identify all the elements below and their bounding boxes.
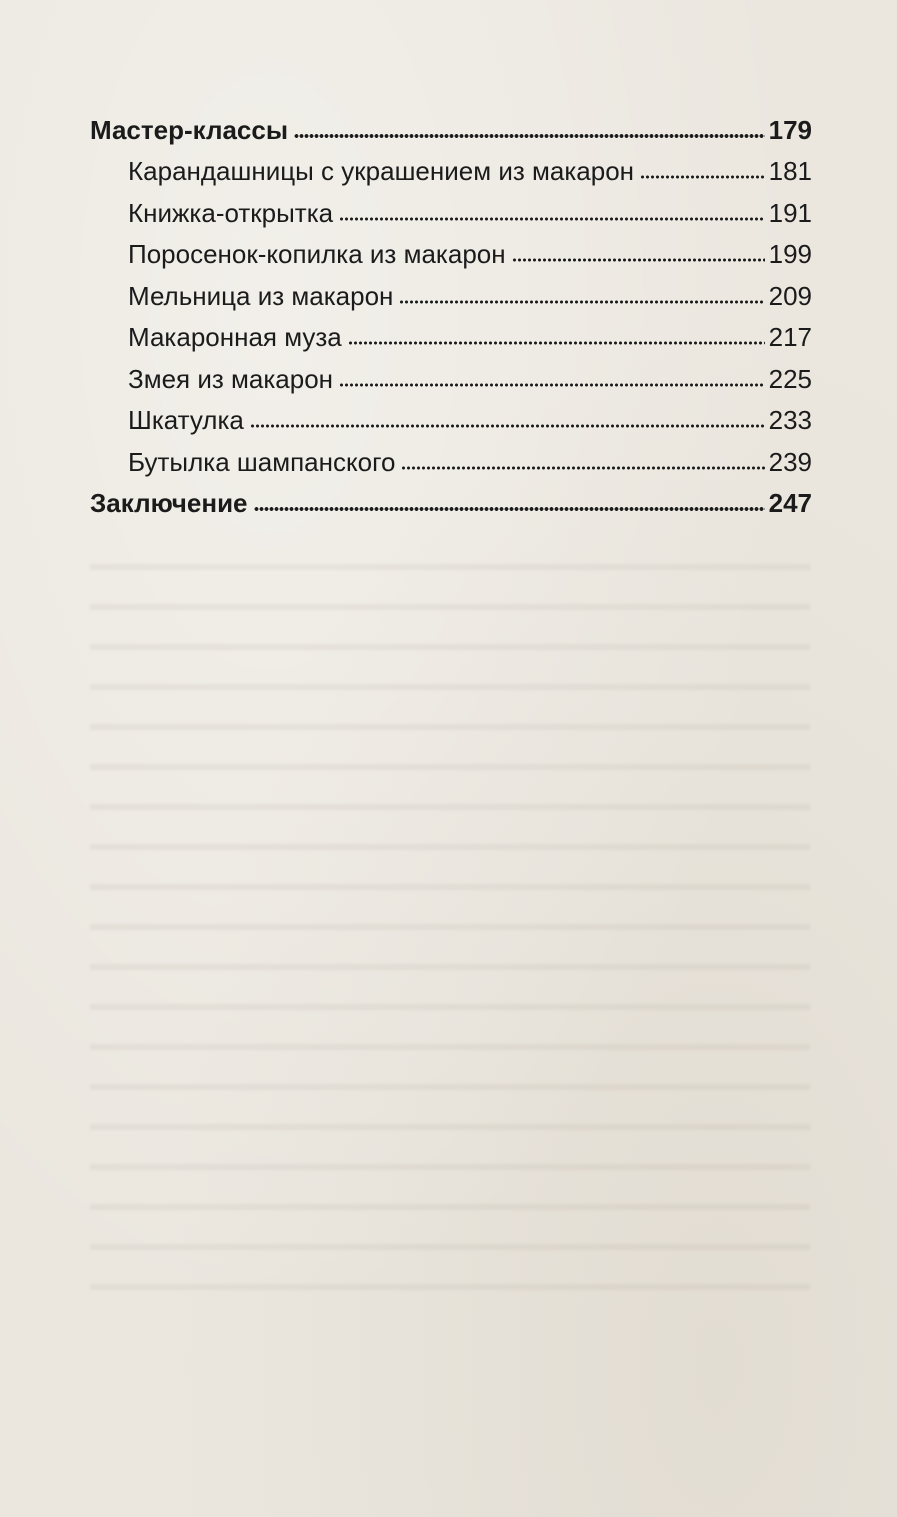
toc-entry-conclusion [90, 477, 812, 519]
toc-entry-title: Шкатулка [128, 405, 244, 435]
toc-page-number: 179 [768, 114, 812, 145]
dot-leader [339, 383, 765, 387]
toc-entry-title: Мастер-классы [90, 114, 289, 145]
toc-entry-champagne-bottle [90, 435, 812, 477]
toc-entry-title: Мельница из макарон [128, 280, 394, 311]
toc-entry-windmill [90, 269, 812, 311]
toc-entry-box [90, 394, 812, 436]
dot-leader [339, 217, 764, 221]
toc-page-number: 191 [768, 197, 812, 228]
toc-entry-title: Заключение [90, 488, 248, 518]
toc-entry-pasta-muse [90, 311, 812, 353]
toc-page-number: 233 [768, 405, 812, 435]
toc-entry-title: Змея из макарон [128, 363, 334, 394]
toc-entry-master-classes [90, 103, 812, 145]
toc-entry-snake [90, 352, 812, 394]
toc-page-number: 247 [768, 488, 812, 518]
dot-leader [401, 466, 764, 470]
toc-page-number: 239 [768, 446, 812, 477]
toc-entry-piggy-bank [90, 228, 812, 270]
toc-entry-title: Книжка-открытка [128, 197, 334, 228]
dot-leader [512, 258, 765, 262]
dot-leader [294, 134, 765, 138]
toc-entry-pencil-holders [90, 145, 812, 187]
toc-page-number: 181 [768, 156, 812, 186]
dot-leader [399, 300, 764, 304]
table-of-contents [90, 103, 812, 518]
toc-page-number: 217 [768, 322, 812, 352]
toc-page-number: 225 [768, 363, 812, 394]
show-through-text [90, 530, 810, 1310]
toc-entry-title: Карандашницы с украшением из макарон [128, 156, 635, 186]
toc-page-number: 209 [768, 280, 812, 311]
dot-leader [254, 507, 765, 511]
dot-leader [250, 424, 765, 428]
toc-page-number: 199 [768, 239, 812, 269]
dot-leader [348, 341, 765, 345]
toc-entry-title: Бутылка шампанского [128, 446, 396, 477]
toc-entry-title: Поросенок-копилка из макарон [128, 239, 506, 269]
dot-leader [640, 175, 765, 179]
toc-entry-book-card [90, 186, 812, 228]
toc-entry-title: Макаронная муза [128, 322, 342, 352]
